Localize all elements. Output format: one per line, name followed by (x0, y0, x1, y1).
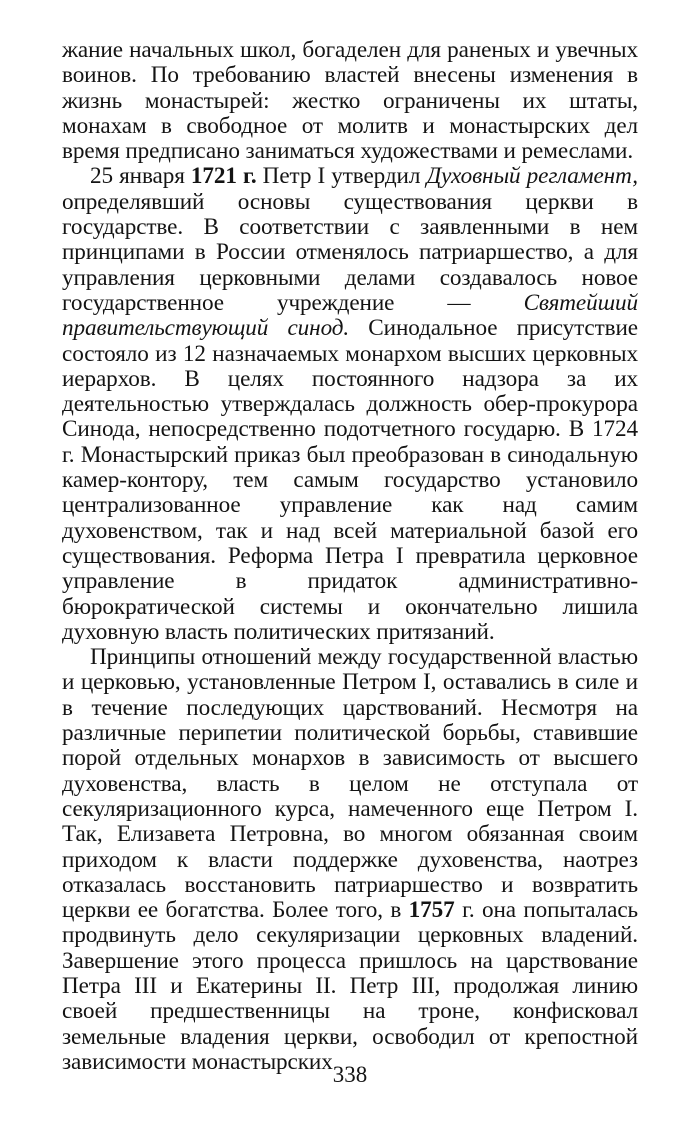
page-number: 338 (332, 1062, 368, 1087)
paragraph (62, 38, 638, 164)
paragraph (62, 164, 638, 645)
bold-run: 1757 (408, 897, 455, 924)
italic-run: Духовный регламент, (426, 163, 639, 190)
italic-run: Святейший правительствующий синод. (62, 289, 638, 342)
text-run: Петр I утвердил (256, 163, 427, 190)
text-run: Синодальное присутствие состояло из 12 назначаемых монархом высших церковных иерархов. В целях постоянного надзора за их деятельностью утверждалась должность обер-прокурора Синода, непосредственно подотчетного государю. В 1724 г. Монастырский приказ был преобразован в синодальную камер-контору, тем самым государство установило централизованное управление как над самим духовенством, так и над всей материальной базой его существования. Реформа Петра I превратила церковное управление в придаток административно-бюрократической системы и окончательно лишила духовную власть политических притязаний. (62, 315, 638, 645)
paragraph (62, 645, 638, 1075)
text-run: жание начальных школ, богаделен для раненых и увечных воинов. По требованию властей внесены изменения в жизнь монастырей: жестко ограничены их штаты, монахам в свободное от молитв и монастырских дел время предписано заниматься художествами и ремеслами. (62, 37, 638, 165)
text-run: Принципы отношений между государственной властью и церковью, установленные Петром I, оставались в силе и в течение последующих царствований. Несмотря на различные перипетии политической борьбы, ставившие порой отдельных монархов в зависимость от высшего духовенства, власть в целом не отступала от секуляризационного курса, намеченного еще Петром I. Так, Елизавета Петровна, во многом обязанная своим приходом к власти поддержке духовенства, наотрез отказалась восстановить патриаршество и возвратить церкви ее богатства. Более того, в (62, 644, 638, 924)
text-run: определявший основы существования церкви в государстве. В соответствии с заявленными в нем принципами в России отменялось патриаршество, а для управления церковными делами создавалось новое государственное учреждение — (62, 188, 638, 316)
text-run: 25 января (90, 163, 191, 190)
body-text (62, 38, 638, 1075)
bold-run: 1721 г. (190, 163, 257, 190)
text-run: г. она попыталась продвинуть дело секуляризации церковных владений. Завершение этого процесса пришлось на царствование Петра III и Екатерины II. Петр III, продолжая линию своей предшественницы на троне, конфисковал земельные владения церкви, освободил от крепостной зависимости монастырских (62, 897, 638, 1075)
